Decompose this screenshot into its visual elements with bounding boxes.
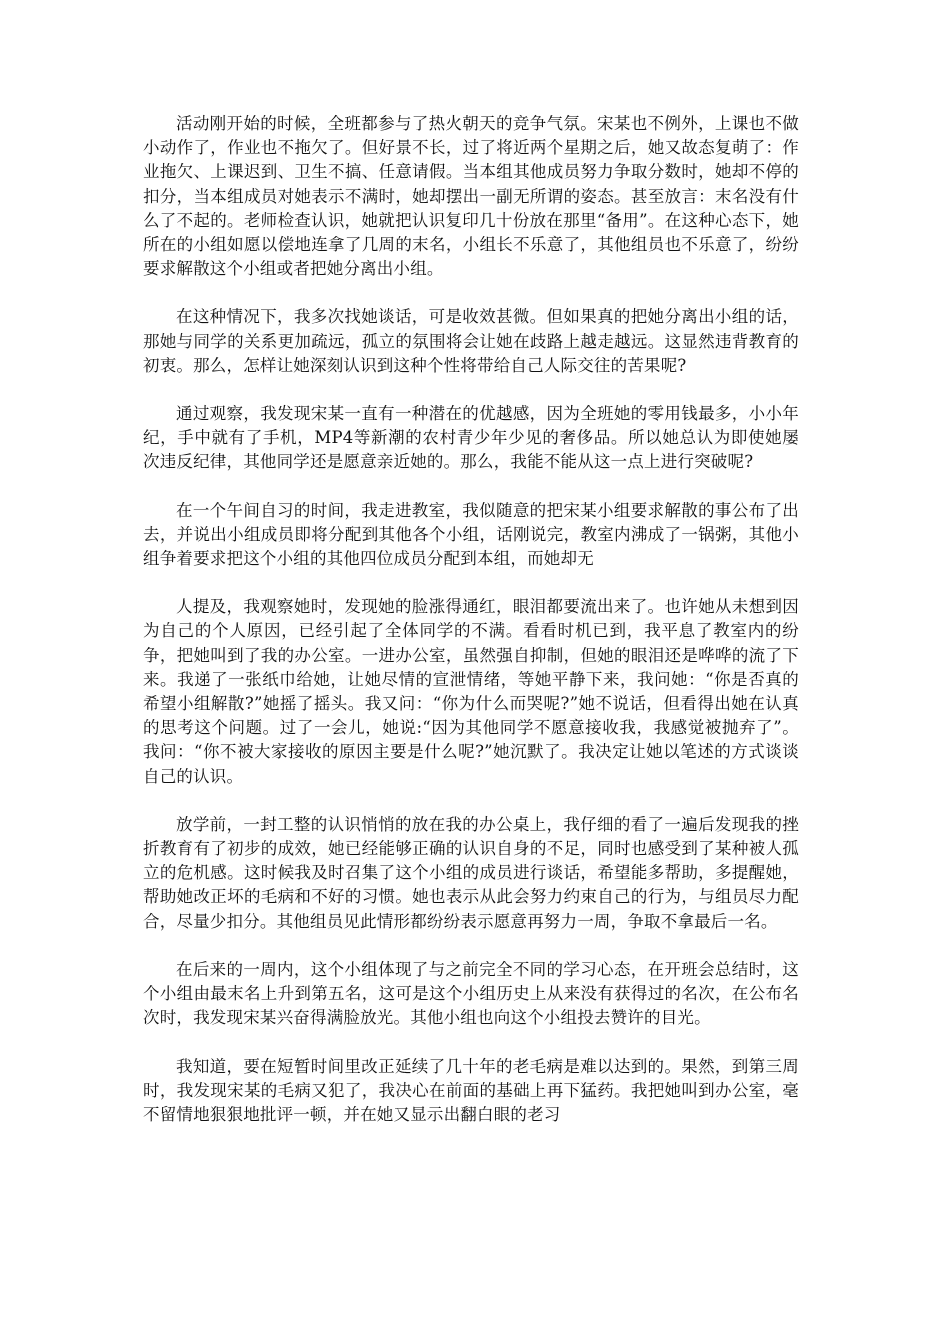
paragraph-4: 在一个午间自习的时间，我走进教室，我似随意的把宋某小组要求解散的事公布了出去，并说出小组成员即将分配到其他各个小组，话刚说完，教室内沸成了一锅粥，其他小组争着要求把这个小组的其他四位成员分配到本组，而她却无 [143, 500, 799, 569]
paragraph-3: 通过观察，我发现宋某一直有一种潜在的优越感，因为全班她的零用钱最多，小小年纪，手中就有了手机，MP4等新潮的农村青少年少见的奢侈品。所以她总认为即使她屡次违反纪律，其他同学还是愿意亲近她的。那么，我能不能从这一点上进行突破呢? [143, 404, 799, 472]
paragraph-1: 活动刚开始的时候，全班都参与了热火朝天的竞争气氛。宋某也不例外，上课也不做小动作了，作业也不拖欠了。但好景不长，过了将近两个星期之后，她又故态复萌了：作业拖欠、上课迟到、卫生不搞、任意请假。当本组其他成员努力争取分数时，她却不停的扣分，当本组成员对她表示不满时，她却摆出一副无所谓的姿态。甚至放言：末名没有什么了不起的。老师检查认识，她就把认识复印几十份放在那里“备用”。在这种心态下，她所在的小组如愿以偿地连拿了几周的末名，小组长不乐意了，其他组员也不乐意了，纷纷要求解散这个小组或者把她分离出小组。 [143, 114, 799, 279]
paragraph-5: 人提及，我观察她时，发现她的脸涨得通红，眼泪都要流出来了。也许她从未想到因为自己的个人原因，已经引起了全体同学的不满。看看时机已到，我平息了教室内的纷争，把她叫到了我的办公室。一进办公室，虽然强自抑制，但她的眼泪还是哗哗的流了下来。我递了一张纸巾给她，让她尽情的宣泄情绪，等她平静下来，我问她：“你是否真的希望小组解散?”她摇了摇头。我又问：“你为什么而哭呢?”她不说话，但看得出她在认真的思考这个问题。过了一会儿，她说:“因为其他同学不愿意接收我，我感觉被抛弃了”。我问：“你不被大家接收的原因主要是什么呢?”她沉默了。我决定让她以笔述的方式谈谈自己的认识。 [143, 597, 799, 786]
paragraph-8: 我知道，要在短暂时间里改正延续了几十年的老毛病是难以达到的。果然，到第三周时，我发现宋某的毛病又犯了，我决心在前面的基础上再下猛药。我把她叫到办公室，毫不留情地狠狠地批评一顿，并在她又显示出翻白眼的老习 [143, 1056, 799, 1124]
paragraph-7: 在后来的一周内，这个小组体现了与之前完全不同的学习心态，在开班会总结时，这个小组由最末名上升到第五名，这可是这个小组历史上从来没有获得过的名次，在公布名次时，我发现宋某兴奋得满脸放光。其他小组也向这个小组投去赞许的目光。 [143, 959, 799, 1028]
document-body [143, 112, 799, 1151]
paragraph-2: 在这种情况下，我多次找她谈话，可是收效甚微。但如果真的把她分离出小组的话，那她与同学的关系更加疏远，孤立的氛围将会让她在歧路上越走越远。这显然违背教育的初衷。那么，怎样让她深刻认识到这种个性将带给自己人际交往的苦果呢? [143, 307, 799, 375]
paragraph-6: 放学前，一封工整的认识悄悄的放在我的办公桌上，我仔细的看了一遍后发现我的挫折教育有了初步的成效，她已经能够正确的认识自身的不足，同时也感受到了某种被人孤立的危机感。这时候我及时召集了这个小组的成员进行谈话，希望能多帮助，多提醒她，帮助她改正坏的毛病和不好的习惯。她也表示从此会努力约束自己的行为，与组员尽力配合，尽量少扣分。其他组员见此情形都纷纷表示愿意再努力一周，争取不拿最后一名。 [143, 814, 799, 931]
